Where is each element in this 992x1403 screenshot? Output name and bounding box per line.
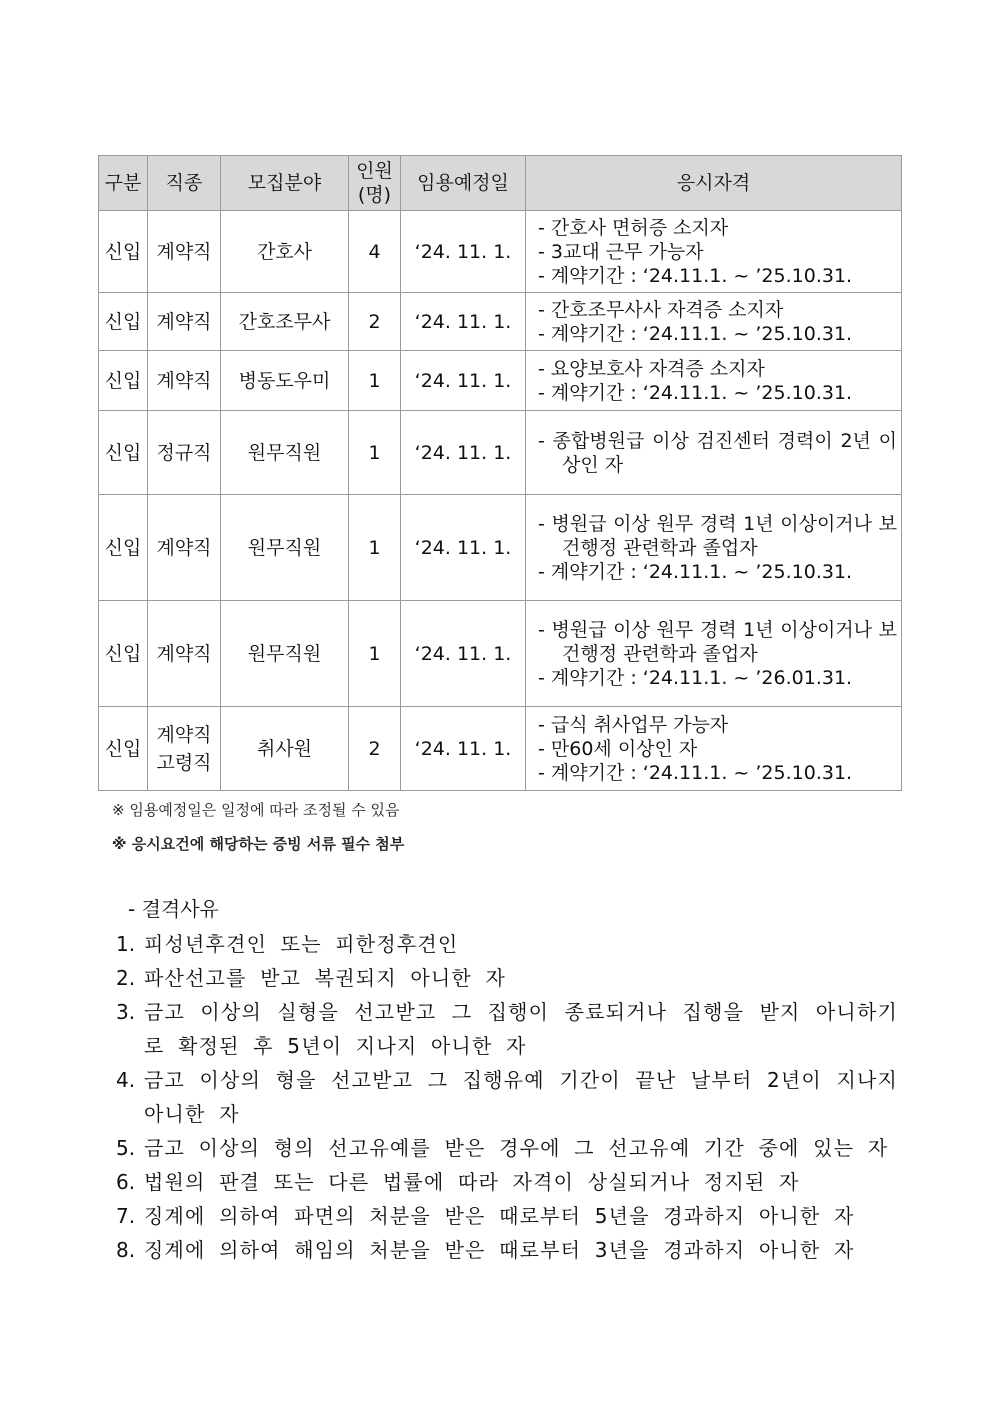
list-item-number: 3. <box>116 1000 136 1024</box>
cell-division: 신입 <box>99 411 148 495</box>
job-type-line: 고령직 <box>156 751 212 774</box>
qualification-line: - 병원급 이상 원무 경력 1년 이상이거나 보건행정 관련학과 졸업자 <box>538 512 897 559</box>
header-start-date: 임용예정일 <box>401 156 526 211</box>
job-type-line: 계약직 <box>156 723 212 746</box>
list-item-number: 5. <box>116 1136 136 1160</box>
note-documents-required: ※ 응시요건에 해당하는 증빙 서류 필수 첨부 <box>112 835 405 853</box>
qualification-line: - 계약기간 : ‘24.11.1. ~ ’25.10.31. <box>538 761 853 784</box>
table-row <box>99 411 902 495</box>
table-row <box>99 601 902 707</box>
list-item <box>116 1165 898 1199</box>
cell-start-date: ‘24. 11. 1. <box>401 601 526 707</box>
table-row <box>99 707 902 791</box>
cell-job-type <box>148 211 221 293</box>
cell-field: 원무직원 <box>221 601 349 707</box>
cell-division: 신입 <box>99 601 148 707</box>
cell-division: 신입 <box>99 707 148 791</box>
list-item-text: 징계에 의하여 파면의 처분을 받은 때로부터 5년을 경과하지 아니한 자 <box>144 1204 855 1228</box>
qualification-line: - 간호사 면허증 소지자 <box>538 216 729 239</box>
cell-qualification <box>526 707 902 791</box>
cell-division: 신입 <box>99 495 148 601</box>
cell-qualification <box>526 351 902 411</box>
qualification-line: - 간호조무사사 자격증 소지자 <box>538 298 784 321</box>
job-type-line: 계약직 <box>156 369 212 392</box>
list-item-text: 파산선고를 받고 복권되지 아니한 자 <box>144 966 507 990</box>
list-item-number: 6. <box>116 1170 136 1194</box>
cell-headcount: 2 <box>349 293 401 351</box>
qualification-line: - 만60세 이상인 자 <box>538 737 698 760</box>
cell-start-date: ‘24. 11. 1. <box>401 211 526 293</box>
list-item-text: 금고 이상의 형을 선고받고 그 집행유예 기간이 끝난 날부터 2년이 지나지 아니한 자 <box>144 1068 898 1126</box>
cell-start-date: ‘24. 11. 1. <box>401 293 526 351</box>
qualification-line: - 요양보호사 자격증 소지자 <box>538 357 765 380</box>
list-item-number: 4. <box>116 1068 136 1092</box>
list-item-number: 8. <box>116 1238 136 1262</box>
cell-division: 신입 <box>99 293 148 351</box>
disqualification-heading: - 결격사유 <box>128 897 219 921</box>
cell-job-type <box>148 293 221 351</box>
header-qualification: 응시자격 <box>526 156 902 211</box>
recruitment-table <box>98 155 902 791</box>
header-row <box>99 156 902 211</box>
cell-qualification <box>526 293 902 351</box>
disqualification-list <box>116 927 898 1267</box>
qualification-line: - 계약기간 : ‘24.11.1. ~ ’25.10.31. <box>538 264 853 287</box>
table-row <box>99 351 902 411</box>
cell-qualification <box>526 211 902 293</box>
cell-qualification <box>526 601 902 707</box>
header-field: 모집분야 <box>221 156 349 211</box>
list-item <box>116 1199 898 1233</box>
header-headcount <box>349 156 401 211</box>
table-body <box>99 211 902 791</box>
cell-field: 간호사 <box>221 211 349 293</box>
cell-headcount: 1 <box>349 495 401 601</box>
cell-qualification <box>526 411 902 495</box>
list-item <box>116 1131 898 1165</box>
cell-start-date: ‘24. 11. 1. <box>401 411 526 495</box>
header-division: 구분 <box>99 156 148 211</box>
table-header <box>99 156 902 211</box>
cell-division: 신입 <box>99 351 148 411</box>
cell-field: 취사원 <box>221 707 349 791</box>
list-item-text: 피성년후견인 또는 피한정후견인 <box>144 932 459 956</box>
header-headcount-line2: (명) <box>357 184 392 206</box>
cell-field: 원무직원 <box>221 411 349 495</box>
header-headcount-line1: 인원 <box>356 160 393 182</box>
note-date-adjustment: ※ 임용예정일은 일정에 따라 조정될 수 있음 <box>112 801 400 819</box>
qualification-line: - 계약기간 : ‘24.11.1. ~ ’26.01.31. <box>538 666 853 689</box>
list-item <box>116 995 898 1063</box>
table-row <box>99 211 902 293</box>
cell-qualification <box>526 495 902 601</box>
qualification-line: - 급식 취사업무 가능자 <box>538 713 729 736</box>
cell-start-date: ‘24. 11. 1. <box>401 495 526 601</box>
cell-job-type <box>148 707 221 791</box>
cell-job-type <box>148 601 221 707</box>
list-item-text: 금고 이상의 형의 선고유예를 받은 경우에 그 선고유예 기간 중에 있는 자 <box>144 1136 889 1160</box>
list-item-text: 금고 이상의 실형을 선고받고 그 집행이 종료되거나 집행을 받지 아니하기로 확정된 후 5년이 지나지 아니한 자 <box>144 1000 898 1058</box>
qualification-line: - 종합병원급 이상 검진센터 경력이 2년 이상인 자 <box>538 429 897 476</box>
cell-headcount: 1 <box>349 601 401 707</box>
list-item <box>116 1063 898 1131</box>
job-type-line: 계약직 <box>156 310 212 333</box>
cell-headcount: 4 <box>349 211 401 293</box>
cell-start-date: ‘24. 11. 1. <box>401 707 526 791</box>
job-type-line: 정규직 <box>156 441 212 464</box>
qualification-line: - 계약기간 : ‘24.11.1. ~ ’25.10.31. <box>538 322 853 345</box>
cell-job-type <box>148 411 221 495</box>
cell-job-type <box>148 495 221 601</box>
list-item <box>116 1233 898 1267</box>
list-item <box>116 927 898 961</box>
cell-field: 병동도우미 <box>221 351 349 411</box>
cell-headcount: 2 <box>349 707 401 791</box>
job-type-line: 계약직 <box>156 240 212 263</box>
table-row <box>99 293 902 351</box>
cell-headcount: 1 <box>349 411 401 495</box>
qualification-line: - 계약기간 : ‘24.11.1. ~ ’25.10.31. <box>538 381 853 404</box>
job-type-line: 계약직 <box>156 536 212 559</box>
cell-division: 신입 <box>99 211 148 293</box>
cell-start-date: ‘24. 11. 1. <box>401 351 526 411</box>
qualification-line: - 병원급 이상 원무 경력 1년 이상이거나 보건행정 관련학과 졸업자 <box>538 618 897 665</box>
cell-headcount: 1 <box>349 351 401 411</box>
job-type-line: 계약직 <box>156 642 212 665</box>
table-row <box>99 495 902 601</box>
qualification-line: - 계약기간 : ‘24.11.1. ~ ’25.10.31. <box>538 560 853 583</box>
cell-job-type <box>148 351 221 411</box>
list-item-number: 1. <box>116 932 136 956</box>
list-item-number: 7. <box>116 1204 136 1228</box>
list-item-text: 징계에 의하여 해임의 처분을 받은 때로부터 3년을 경과하지 아니한 자 <box>144 1238 855 1262</box>
list-item <box>116 961 898 995</box>
qualification-line: - 3교대 근무 가능자 <box>538 240 704 263</box>
cell-field: 간호조무사 <box>221 293 349 351</box>
header-job-type: 직종 <box>148 156 221 211</box>
list-item-number: 2. <box>116 966 136 990</box>
list-item-text: 법원의 판결 또는 다른 법률에 따라 자격이 상실되거나 정지된 자 <box>144 1170 800 1194</box>
cell-field: 원무직원 <box>221 495 349 601</box>
